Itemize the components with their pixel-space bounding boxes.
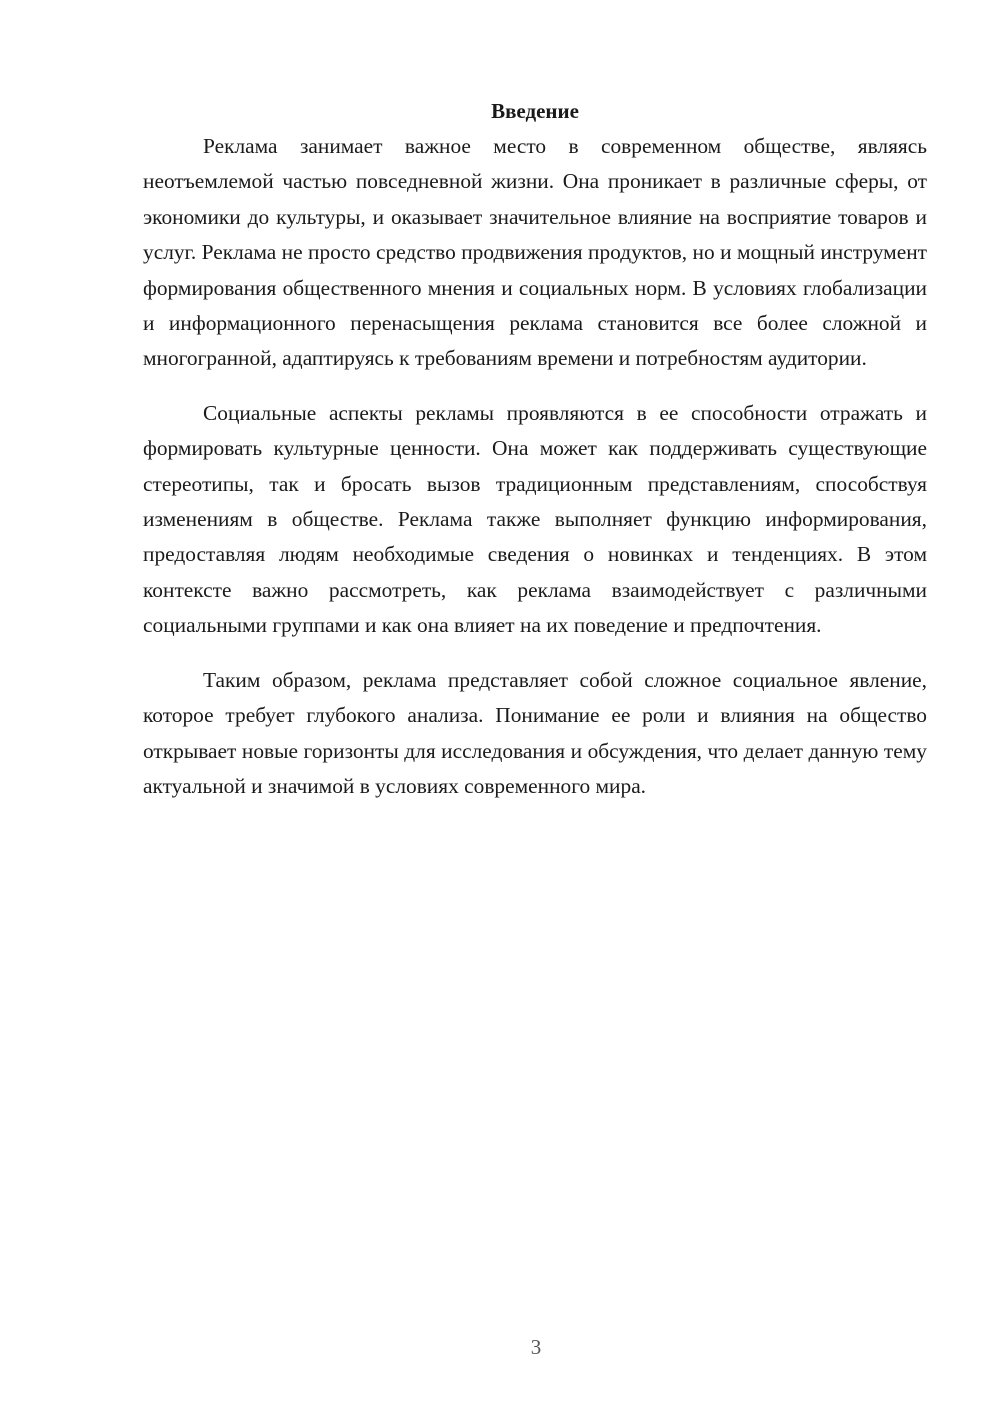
paragraph-3: Таким образом, реклама представляет собой сложное социальное явление, которое требует глубокого анализа. Понимание ее роли и влияния на общество открывает новые горизонты для исследования и обсуждения, что делает данную тему актуальной и значимой в условиях современного мира. (143, 667, 927, 798)
section-heading: Введение (491, 99, 579, 123)
paragraph-2: Социальные аспекты рекламы проявляются в ее способности отражать и формировать культурные ценности. Она может как поддерживать существующие стереотипы, так и бросать вызов традиционным представлениям, способствуя изменениям в обществе. Реклама также выполняет функцию информирования, предоставляя людям необходимые сведения о новинках и тенденциях. В этом контексте важно рассмотреть, как реклама взаимодействует с различными социальными группами и как она влияет на их поведение и предпочтения. (143, 400, 927, 638)
paragraph-1: Реклама занимает важное место в современном обществе, являясь неотъемлемой частью повседневной жизни. Она проникает в различные сферы, от экономики до культуры, и оказывает значительное влияние на восприятие товаров и услуг. Реклама не просто средство продвижения продуктов, но и мощный инструмент формирования общественного мнения и социальных норм. В условиях глобализации и информационного перенасыщения реклама становится все более сложной и многогранной, адаптируясь к требованиям времени и потребностям аудитории. (143, 134, 927, 371)
page-content (143, 94, 927, 804)
page-number: 3 (530, 1335, 542, 1359)
